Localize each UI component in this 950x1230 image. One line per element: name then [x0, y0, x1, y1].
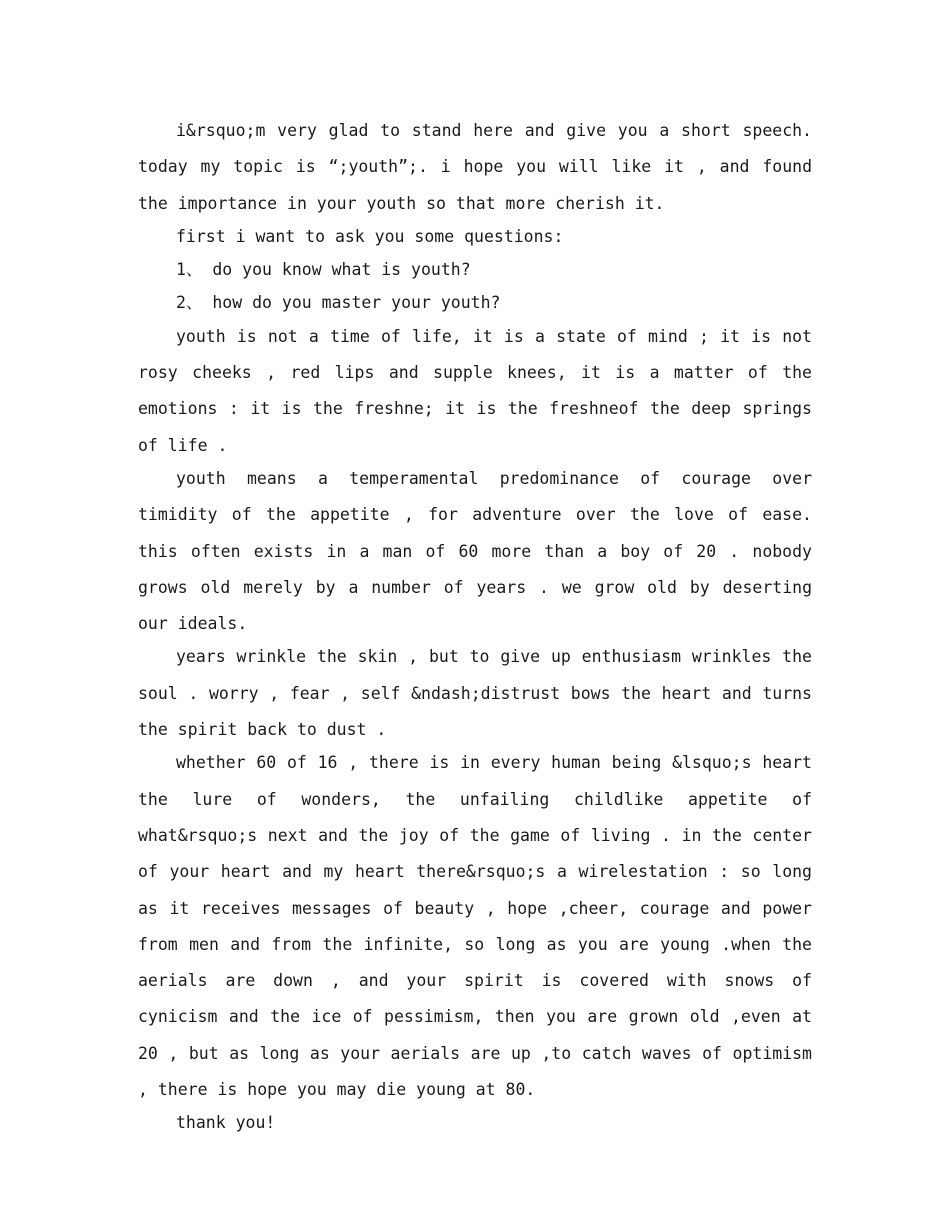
paragraph-youth-courage: youth means a temperamental predominance of courage over timidity of the appetite , for adventure over the love of ease. this often exists in a man of 60 more than a boy of 20 . nobody grows old merely by a number of years . we grow old by deserting our ideals. — [138, 468, 822, 634]
paragraph-question-2: 2、 how do you master your youth? — [176, 293, 501, 313]
paragraph-question-1: 1、 do you know what is youth? — [176, 260, 471, 280]
paragraph-thank-you: thank you! — [176, 1113, 276, 1133]
paragraph-years-wrinkle: years wrinkle the skin , but to give up enthusiasm wrinkles the soul . worry , fear , self &ndash;distrust bows the heart and turns the spirit back to dust . — [138, 647, 822, 740]
paragraph-wonders: whether 60 of 16 , there is in every human being &lsquo;s heart the lure of wonders, the unfailing childlike appetite of what&rsquo;s next and the joy of the game of living . in the center of your heart and my heart there&rsquo;s a wirelestation : so long as it receives messages of beauty , hope ,cheer, courage and power from men and from the infinite, so long as you are young .when the aerials are down , and your spirit is covered with snows of cynicism and the ice of pessimism, then you are grown old ,even at 20 , but as long as your aerials are up ,to catch waves of optimism , there is hope you may die young at 80. — [138, 753, 822, 1100]
speech-body — [138, 113, 822, 1142]
paragraph-questions-lead: first i want to ask you some questions: — [176, 226, 564, 246]
paragraph-intro: i&rsquo;m very glad to stand here and give you a short speech. today my topic is “;youth”;. i hope you will like it , and found the importance in your youth so that more cherish it. — [138, 121, 822, 213]
paragraph-youth-definition: youth is not a time of life, it is a state of mind ; it is not rosy cheeks , red lips and supple knees, it is a matter of the emotions : it is the freshne; it is the freshneof the deep springs of life . — [138, 326, 822, 455]
